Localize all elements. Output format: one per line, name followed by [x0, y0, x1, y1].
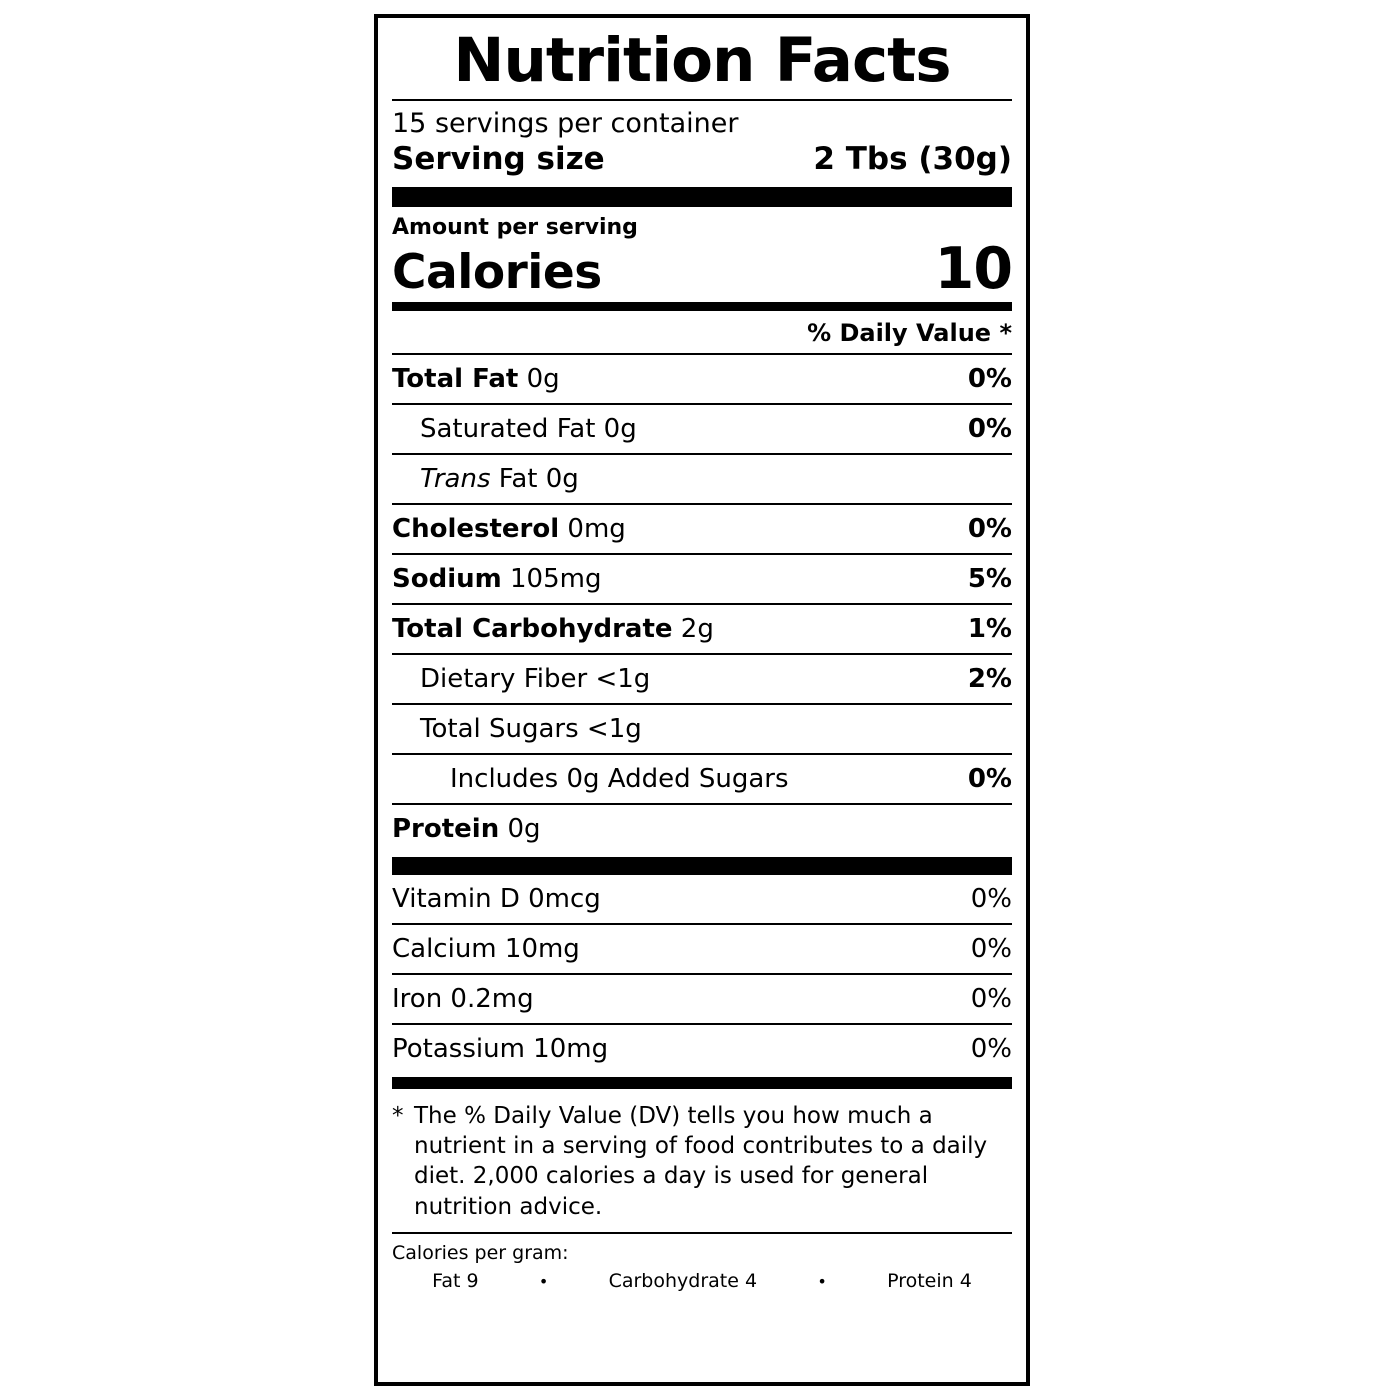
- nutrient-amount: 0g: [603, 413, 637, 444]
- table-row: [392, 353, 1012, 403]
- calories-label: Calories: [392, 244, 602, 300]
- amount-per-serving-label: Amount per serving: [392, 214, 638, 240]
- vitamin-name: Iron 0.2mg: [392, 983, 534, 1014]
- nutrient-name: [420, 464, 579, 494]
- vitamin-name: Potassium 10mg: [392, 1033, 609, 1064]
- nutrient-name-text: Protein: [392, 813, 500, 844]
- nutrient-name-text: Includes: [450, 763, 559, 794]
- nutrient-pct: 0%: [967, 513, 1012, 544]
- serving-size-label: Serving size: [392, 140, 605, 177]
- table-row: [392, 703, 1012, 753]
- nutrient-name-text: Total Carbohydrate: [392, 613, 673, 644]
- servings-per-container: 15 servings per container: [392, 108, 739, 139]
- nutrient-pct: 0%: [967, 763, 1012, 794]
- nutrient-name: [420, 664, 650, 694]
- nutrient-list: [392, 353, 1012, 853]
- bullet-dot-icon: •: [817, 1271, 827, 1291]
- vitamin-pct: 0%: [970, 933, 1012, 964]
- divider-thick-top: [392, 187, 1012, 207]
- nutrient-pct: 2%: [967, 663, 1012, 694]
- nutrient-name: [420, 414, 637, 444]
- calories-per-gram-title: Calories per gram:: [392, 1242, 569, 1265]
- nutrient-amount: 0g: [526, 363, 560, 394]
- table-row: [392, 653, 1012, 703]
- calories-per-gram-block: [392, 1232, 1012, 1292]
- cpg-fat: Fat 9: [432, 1270, 479, 1293]
- page-title: Nutrition Facts: [453, 25, 951, 96]
- nutrient-amount: 0g Added Sugars: [566, 763, 789, 794]
- nutrient-pct: 1%: [967, 613, 1012, 644]
- table-row: [392, 1023, 1012, 1073]
- nutrient-amount: Fat 0g: [498, 463, 579, 494]
- nutrient-amount: <1g: [586, 713, 642, 744]
- nutrient-name: [392, 614, 714, 644]
- table-row: [392, 753, 1012, 803]
- nutrition-facts-panel: [374, 14, 1030, 1386]
- nutrient-pct: 0%: [967, 413, 1012, 444]
- bullet-dot-icon: •: [538, 1271, 549, 1291]
- table-row: [392, 603, 1012, 653]
- cpg-protein: Protein 4: [887, 1270, 972, 1293]
- calories-value: 10: [934, 235, 1012, 302]
- table-row: [392, 503, 1012, 553]
- vitamin-pct: 0%: [970, 1033, 1012, 1064]
- divider-thick-footnote: [392, 1077, 1012, 1089]
- table-row: [392, 803, 1012, 853]
- footnote-star: *: [392, 1102, 404, 1129]
- nutrient-name-text: Saturated Fat: [420, 413, 596, 444]
- serving-size-value: 2 Tbs (30g): [813, 140, 1012, 177]
- divider-thick-vitamins: [392, 857, 1012, 875]
- divider-under-calories: [392, 302, 1012, 311]
- vitamin-name: Vitamin D 0mcg: [392, 883, 601, 914]
- nutrient-name-text: Trans: [420, 463, 491, 494]
- nutrient-name: [420, 714, 642, 744]
- table-row: [392, 923, 1012, 973]
- nutrient-pct: 0%: [967, 363, 1012, 394]
- table-row: [392, 875, 1012, 923]
- nutrient-amount: 0mg: [567, 513, 626, 544]
- nutrient-name: [392, 364, 560, 394]
- nutrient-amount: 105mg: [509, 563, 602, 594]
- vitamin-name: Calcium 10mg: [392, 933, 580, 964]
- nutrient-amount: 2g: [680, 613, 714, 644]
- nutrient-amount: <1g: [595, 663, 651, 694]
- nutrient-name-text: Dietary Fiber: [420, 663, 588, 694]
- nutrient-name-text: Total Sugars: [420, 713, 579, 744]
- table-row: [392, 553, 1012, 603]
- calories-per-gram-row: [392, 1270, 1012, 1292]
- daily-value-header: % Daily Value *: [807, 318, 1012, 347]
- nutrient-name: [450, 764, 789, 794]
- vitamin-list: [392, 875, 1012, 1073]
- nutrient-name: [392, 514, 626, 544]
- calories-row: [392, 236, 1012, 302]
- table-row: [392, 973, 1012, 1023]
- table-row: [392, 403, 1012, 453]
- daily-value-footnote: [392, 1089, 1012, 1232]
- nutrient-amount: 0g: [507, 813, 541, 844]
- nutrient-name-text: Sodium: [392, 563, 502, 594]
- nutrient-name-text: Total Fat: [392, 363, 519, 394]
- table-row: [392, 453, 1012, 503]
- serving-size-row: [392, 141, 1012, 181]
- vitamin-pct: 0%: [970, 883, 1012, 914]
- vitamin-pct: 0%: [970, 983, 1012, 1014]
- footnote-text: The % Daily Value (DV) tells you how much a nutrient in a serving of food contributes to a daily diet. 2,000 calories a day is used for general nutrition advice.: [414, 1102, 988, 1220]
- nutrient-name-text: Cholesterol: [392, 513, 560, 544]
- nutrient-name: [392, 814, 541, 844]
- cpg-carbohydrate: Carbohydrate 4: [608, 1270, 758, 1293]
- nutrient-name: [392, 564, 601, 594]
- nutrient-pct: 5%: [967, 563, 1012, 594]
